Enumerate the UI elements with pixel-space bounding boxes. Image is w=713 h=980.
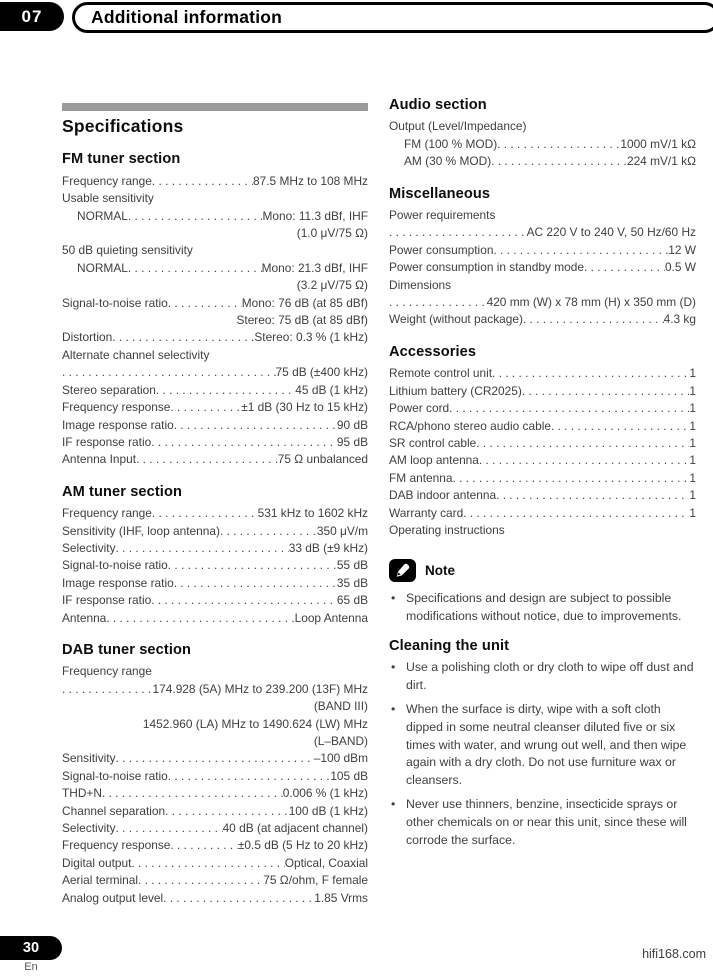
spec-label: Frequency response xyxy=(62,400,171,415)
spec-row xyxy=(62,750,368,767)
dot-leader xyxy=(523,311,664,328)
spec-label: Power consumption in standby mode xyxy=(389,260,584,275)
spec-value: Mono: 21.3 dBf, IHF xyxy=(261,260,368,275)
spec-value: 174.928 (5A) MHz to 239.200 (13F) MHz xyxy=(152,681,368,696)
dot-leader xyxy=(62,364,276,381)
dot-leader xyxy=(136,451,278,468)
left-column xyxy=(62,103,368,907)
spec-value: –100 dBm xyxy=(313,751,368,766)
spec-value: 1 xyxy=(689,505,696,520)
left-sections-container xyxy=(62,151,368,907)
spec-value: ±0.5 dB (5 Hz to 20 kHz) xyxy=(237,838,368,853)
dot-leader xyxy=(584,259,665,276)
spec-label: Power requirements xyxy=(389,208,496,223)
right-column xyxy=(389,97,696,855)
spec-label: Output (Level/Impedance) xyxy=(389,119,527,134)
spec-row xyxy=(62,557,368,574)
spec-row xyxy=(62,837,368,854)
spec-label: Dimensions xyxy=(389,277,452,292)
spec-label: Frequency range xyxy=(62,664,152,679)
spec-value: 1 xyxy=(689,470,696,485)
spec-label: THD+N xyxy=(62,786,102,801)
spec-row xyxy=(62,855,368,872)
spec-row xyxy=(389,452,696,469)
dot-leader xyxy=(131,855,284,872)
spec-value: AC 220 V to 240 V, 50 Hz/60 Hz xyxy=(526,225,696,240)
spec-label: Antenna Input xyxy=(62,452,137,467)
spec-row xyxy=(62,803,368,820)
spec-value-continuation: (3.2 μV/75 Ω) xyxy=(296,278,368,293)
spec-label: Operating instructions xyxy=(389,522,505,537)
spec-row xyxy=(62,364,368,381)
spec-row xyxy=(62,540,368,557)
dot-leader xyxy=(463,505,689,522)
dot-leader xyxy=(168,557,337,574)
spec-row xyxy=(389,400,696,417)
spec-value: 65 dB xyxy=(336,593,368,608)
spec-row xyxy=(389,136,696,153)
section-heading: AM tuner section xyxy=(62,483,182,500)
spec-value: Loop Antenna xyxy=(294,610,368,625)
dot-leader xyxy=(479,452,689,469)
dot-leader xyxy=(496,487,689,504)
spec-row xyxy=(389,470,696,487)
dot-leader xyxy=(151,434,337,451)
spec-row xyxy=(389,311,696,328)
spec-row xyxy=(389,118,696,135)
spec-row xyxy=(62,242,368,259)
spec-value: 35 dB xyxy=(336,575,368,590)
dot-leader xyxy=(116,750,314,767)
dot-leader xyxy=(102,785,283,802)
spec-row xyxy=(62,890,368,907)
spec-row xyxy=(62,347,368,364)
dot-leader xyxy=(152,505,258,522)
bullet-item: • When the surface is dirty, wipe with a soft cloth dipped in some neutral cleanser diluted five or six times with water, and wrung out well, and then wipe again with a dry cloth. Do not use furniture wax or cleansers. xyxy=(389,701,696,790)
spec-value: 0.5 W xyxy=(664,260,696,275)
spec-label: Sensitivity xyxy=(62,751,116,766)
spec-row xyxy=(389,294,696,311)
note-header xyxy=(389,559,696,582)
spec-row xyxy=(62,610,368,627)
spec-row xyxy=(62,277,368,294)
spec-value: 0.006 % (1 kHz) xyxy=(282,786,368,801)
spec-row xyxy=(389,259,696,276)
spec-row xyxy=(62,451,368,468)
dot-leader xyxy=(163,890,314,907)
spec-row xyxy=(389,435,696,452)
dot-leader xyxy=(452,470,689,487)
chapter-number-badge xyxy=(0,2,64,31)
bullet-item: • Specifications and design are subject to possible modifications without notice, due to improvements. xyxy=(389,590,696,626)
spec-label: Signal-to-noise ratio xyxy=(62,558,168,573)
spec-row xyxy=(62,785,368,802)
spec-row xyxy=(62,698,368,715)
specifications-heading: Specifications xyxy=(62,116,184,136)
spec-value: 12 W xyxy=(668,242,696,257)
spec-value: 100 dB (1 kHz) xyxy=(288,803,368,818)
dot-leader xyxy=(551,418,689,435)
spec-label: Power consumption xyxy=(389,242,494,257)
dot-leader xyxy=(220,523,317,540)
dot-leader xyxy=(491,153,627,170)
spec-label: RCA/phono stereo audio cable xyxy=(389,418,551,433)
spec-label: Channel separation xyxy=(62,803,166,818)
dot-leader xyxy=(151,592,337,609)
dot-leader xyxy=(492,365,689,382)
bullet-item: • Never use thinners, benzine, insecticide sprays or other chemicals on or near this unit, since these will corrode the surface. xyxy=(389,796,696,849)
bullet-item: • Use a polishing cloth or dry cloth to wipe off dust and dirt. xyxy=(389,659,696,695)
dot-leader xyxy=(389,294,487,311)
spec-row xyxy=(62,716,368,733)
spec-value: 95 dB xyxy=(336,434,368,449)
spec-label: Usable sensitivity xyxy=(62,191,154,206)
spec-value: 224 mV/1 kΩ xyxy=(626,154,696,169)
page-title: Additional information xyxy=(91,7,283,27)
spec-label: Weight (without package) xyxy=(389,312,523,327)
dot-leader xyxy=(476,435,689,452)
spec-row xyxy=(389,487,696,504)
section-heading: Miscellaneous xyxy=(389,185,491,202)
spec-row xyxy=(389,418,696,435)
spec-label: Signal-to-noise ratio xyxy=(62,295,168,310)
spec-row xyxy=(62,733,368,750)
spec-row xyxy=(62,260,368,277)
section-heading: Accessories xyxy=(389,343,477,360)
spec-value: 33 dB (±9 kHz) xyxy=(288,540,368,555)
spec-row xyxy=(62,592,368,609)
spec-row xyxy=(62,225,368,242)
dot-leader xyxy=(128,208,263,225)
spec-row xyxy=(62,295,368,312)
right-sections-container xyxy=(389,97,696,539)
chapter-number: 07 xyxy=(21,6,43,26)
spec-label: Selectivity xyxy=(62,540,116,555)
spec-row xyxy=(389,522,696,539)
spec-value: 105 dB xyxy=(330,768,368,783)
spec-row xyxy=(62,417,368,434)
spec-row xyxy=(62,190,368,207)
spec-value: Optical, Coaxial xyxy=(284,855,368,870)
section-divider-bar xyxy=(62,103,368,111)
spec-value: 1 xyxy=(689,418,696,433)
spec-value: 1 xyxy=(689,453,696,468)
dot-leader xyxy=(116,820,223,837)
spec-label: Remote control unit xyxy=(389,366,493,381)
spec-label: 50 dB quieting sensitivity xyxy=(62,243,193,258)
spec-label: NORMAL xyxy=(77,208,128,223)
dot-leader xyxy=(165,803,289,820)
dot-leader xyxy=(168,768,331,785)
dot-leader xyxy=(170,837,237,854)
spec-value: Mono: 76 dB (at 85 dBf) xyxy=(241,295,368,310)
spec-row xyxy=(62,523,368,540)
dot-leader xyxy=(62,681,153,698)
spec-label: SR control cable xyxy=(389,435,477,450)
spec-row xyxy=(62,173,368,190)
dot-leader xyxy=(106,610,294,627)
dot-leader xyxy=(389,224,527,241)
dot-leader xyxy=(156,382,295,399)
spec-label: IF response ratio xyxy=(62,593,152,608)
spec-value: 75 Ω/ohm, F female xyxy=(263,873,368,888)
spec-row xyxy=(62,434,368,451)
spec-row xyxy=(389,365,696,382)
spec-label: Distortion xyxy=(62,330,113,345)
spec-row xyxy=(389,505,696,522)
spec-value: 75 Ω unbalanced xyxy=(277,452,368,467)
spec-label: Power cord xyxy=(389,401,450,416)
spec-label: DAB indoor antenna xyxy=(389,488,497,503)
spec-value: 1.85 Vrms xyxy=(314,890,368,905)
spec-label: Antenna xyxy=(62,610,107,625)
spec-label: Image response ratio xyxy=(62,417,174,432)
spec-value: 1 xyxy=(689,383,696,398)
spec-value: 531 kHz to 1602 kHz xyxy=(257,506,368,521)
spec-row xyxy=(62,872,368,889)
note-label: Note xyxy=(425,563,455,579)
spec-row xyxy=(62,312,368,329)
spec-value: 55 dB xyxy=(336,558,368,573)
spec-value-continuation: Stereo: 75 dB (at 85 dBf) xyxy=(236,313,368,328)
page-header xyxy=(72,2,713,33)
spec-value-continuation: (1.0 μV/75 Ω) xyxy=(296,226,368,241)
spec-value: 4.3 kg xyxy=(663,312,696,327)
spec-value: 1000 mV/1 kΩ xyxy=(620,136,696,151)
page-number: 30 xyxy=(22,940,40,956)
spec-row xyxy=(389,242,696,259)
spec-value: 90 dB xyxy=(336,417,368,432)
spec-row xyxy=(389,224,696,241)
spec-value-continuation: (BAND III) xyxy=(313,699,368,714)
page-language: En xyxy=(24,961,38,973)
spec-label: AM loop antenna xyxy=(389,453,479,468)
watermark-text: hifi168.com xyxy=(642,947,706,961)
note-bullet-list xyxy=(389,590,696,626)
dot-leader xyxy=(168,295,242,312)
dot-leader xyxy=(174,417,337,434)
spec-label: FM antenna xyxy=(389,470,453,485)
spec-value-continuation: (L–BAND) xyxy=(313,734,368,748)
dot-leader xyxy=(170,399,241,416)
spec-value: Mono: 11.3 dBf, IHF xyxy=(262,208,368,223)
dot-leader xyxy=(128,260,262,277)
spec-row xyxy=(62,399,368,416)
spec-row xyxy=(62,575,368,592)
dot-leader xyxy=(138,872,263,889)
section-heading: Audio section xyxy=(389,97,487,113)
spec-value: 1 xyxy=(689,366,696,381)
spec-value: 40 dB (at adjacent channel) xyxy=(222,821,368,836)
spec-value: 45 dB (1 kHz) xyxy=(295,382,368,397)
pencil-note-icon xyxy=(389,559,416,582)
spec-label: Lithium battery (CR2025) xyxy=(389,383,522,398)
spec-value: 75 dB (±400 kHz) xyxy=(275,365,368,380)
spec-value: ±1 dB (30 Hz to 15 kHz) xyxy=(241,400,368,415)
spec-row xyxy=(389,207,696,224)
dot-leader xyxy=(497,136,620,153)
spec-row xyxy=(62,505,368,522)
spec-label: AM (30 % MOD) xyxy=(404,154,492,169)
spec-label: Analog output level xyxy=(62,890,164,905)
spec-label: Aerial terminal xyxy=(62,873,138,888)
spec-value: 1 xyxy=(689,435,696,450)
dot-leader xyxy=(449,400,689,417)
spec-label: Frequency response xyxy=(62,838,171,853)
spec-label: IF response ratio xyxy=(62,434,152,449)
spec-label: FM (100 % MOD) xyxy=(404,136,498,151)
cleaning-bullet-list xyxy=(389,659,696,849)
spec-label: Frequency range xyxy=(62,506,152,521)
spec-value: 87.5 MHz to 108 MHz xyxy=(253,173,368,188)
spec-value-continuation: 1452.960 (LA) MHz to 1490.624 (LW) MHz xyxy=(142,716,368,731)
dot-leader xyxy=(174,575,337,592)
spec-value: Stereo: 0.3 % (1 kHz) xyxy=(254,330,368,345)
spec-row xyxy=(62,208,368,225)
dot-leader xyxy=(493,242,668,259)
spec-row xyxy=(62,382,368,399)
spec-value: 1 xyxy=(689,488,696,503)
spec-row xyxy=(389,153,696,170)
spec-label: Alternate channel selectivity xyxy=(62,347,210,362)
dot-leader xyxy=(522,383,690,400)
page-number-badge xyxy=(0,936,62,960)
spec-label: Warranty card xyxy=(389,505,464,520)
spec-row xyxy=(62,681,368,698)
spec-row xyxy=(62,768,368,785)
spec-label: Stereo separation xyxy=(62,382,156,397)
spec-label: Selectivity xyxy=(62,821,116,836)
section-heading: DAB tuner section xyxy=(62,641,192,658)
spec-value: 420 mm (W) x 78 mm (H) x 350 mm (D) xyxy=(486,295,696,310)
spec-row xyxy=(62,663,368,680)
cleaning-heading: Cleaning the unit xyxy=(389,637,510,654)
section-heading: FM tuner section xyxy=(62,151,181,168)
spec-label: Image response ratio xyxy=(62,575,174,590)
spec-label: Sensitivity (IHF, loop antenna) xyxy=(62,523,220,538)
spec-row xyxy=(62,820,368,837)
spec-value: 350 μV/m xyxy=(316,523,368,538)
dot-leader xyxy=(152,173,253,190)
spec-label: NORMAL xyxy=(77,260,128,275)
spec-row xyxy=(389,277,696,294)
spec-label: Frequency range xyxy=(62,173,152,188)
spec-value: 1 xyxy=(689,401,696,416)
spec-row xyxy=(389,383,696,400)
dot-leader xyxy=(116,540,289,557)
spec-label: Signal-to-noise ratio xyxy=(62,768,168,783)
dot-leader xyxy=(112,329,254,346)
spec-row xyxy=(62,329,368,346)
spec-label: Digital output xyxy=(62,855,132,870)
